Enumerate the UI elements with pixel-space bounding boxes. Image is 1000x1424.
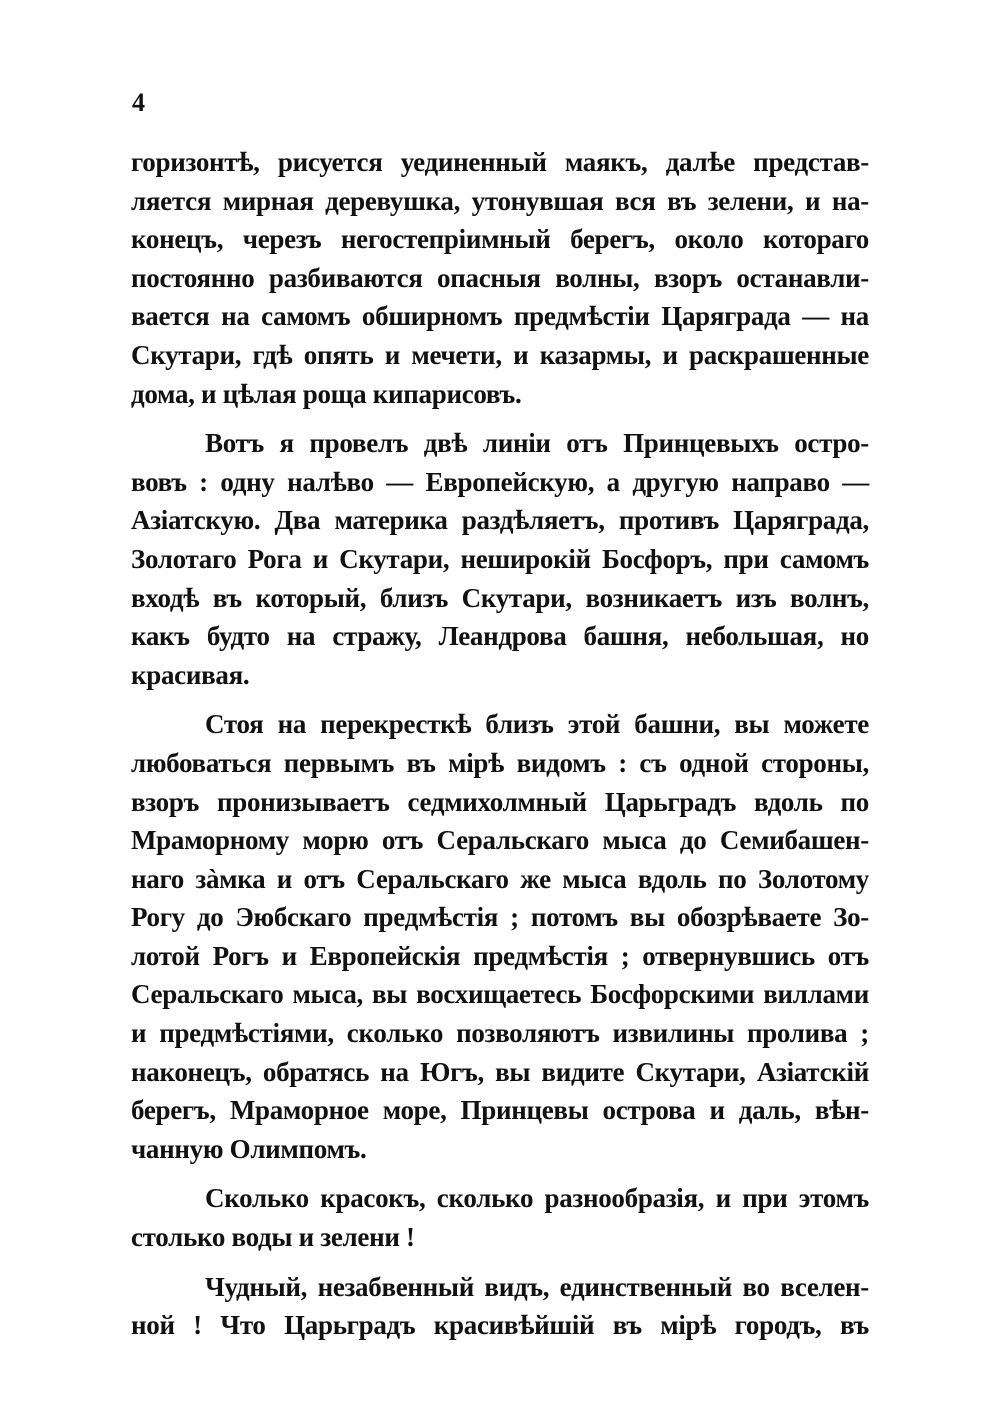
text-line: Серальскаго мыса, вы восхищаетесь Босфорскими виллами [131,979,869,1010]
text-line: конецъ, черезъ негостепріимный берегъ, около котораго [131,224,869,255]
text-line: Рогу до Эюбскаго предмѣстія ; потомъ вы обозрѣваете Зо- [131,902,869,933]
paragraph-1 [131,143,869,413]
text-line: чанную Олимпомъ. [131,1133,367,1164]
paragraph-2 [131,424,869,694]
paragraph-4 [131,1179,869,1256]
text-line: и предмѣстіями, сколько позволяютъ извилины пролива ; [131,1018,869,1049]
text-line: любоваться первымъ въ мірѣ видомъ : съ одной стороны, [131,747,869,778]
text-line: взоръ пронизываетъ седмихолмный Царьградъ вдоль по [131,786,869,817]
text-line: Чудный, незабвенный видъ, единственный во вселен- [205,1271,869,1302]
text-line: ляется мирная деревушка, утонувшая вся въ зелени, и на- [131,185,869,216]
text-line: красивая. [131,659,250,690]
text-line: Золотаго Рога и Скутари, неширокій Босфоръ, при самомъ [131,543,869,574]
text-line: Мраморному морю отъ Серальскаго мыса до Семибашен- [131,825,869,856]
body-text [131,143,869,1345]
text-line: Скутари, гдѣ опять и мечети, и казармы, и раскрашенные [131,339,869,370]
text-line: наконецъ, обратясь на Югъ, вы видите Скутари, Азіатскій [131,1056,869,1087]
text-line: Сколько красокъ, сколько разнообразія, и при этомъ [205,1183,869,1214]
text-line: вается на самомъ обширномъ предмѣстіи Царяграда — на [131,301,869,332]
text-line: дома, и цѣлая роща кипарисовъ. [131,378,522,409]
paragraph-gap [131,413,869,424]
text-line: горизонтѣ, рисуется уединенный маякъ, далѣе представ- [131,147,869,177]
text-line: берегъ, Мраморное море, Принцевы острова и даль, вѣн- [131,1095,869,1126]
text-line: Стоя на перекресткѣ близъ этой башни, вы можете [205,709,869,740]
text-line: ной ! Что Царьградъ красивѣйшій въ мірѣ городъ, въ [131,1310,869,1341]
text-line: входѣ въ который, близъ Скутари, возникаетъ изъ волнъ, [131,582,869,613]
text-line: вовъ : одну налѣво — Европейскую, а другую направо — [131,466,869,497]
paragraph-gap [131,1257,869,1268]
text-line: столько воды и зелени ! [131,1222,415,1253]
paragraph-3 [131,705,869,1168]
paragraph-gap [131,1168,869,1179]
text-line: Вотъ я провелъ двѣ линіи отъ Принцевыхъ остро- [205,428,869,459]
paragraph-5 [131,1268,869,1345]
text-line: Азіатскую. Два материка раздѣляетъ, противъ Царяграда, [131,505,869,536]
text-line: наго зàмка и отъ Серальскаго же мыса вдоль по Золотому [131,863,869,894]
page-number: 4 [132,88,145,117]
text-line: постоянно разбиваются опасныя волны, взоръ останавли- [131,262,869,293]
paragraph-gap [131,694,869,705]
text-line: лотой Рогъ и Европейскія предмѣстія ; отвернувшись отъ [131,940,869,971]
text-line: какъ будто на стражу, Леандрова башня, небольшая, но [131,621,869,652]
